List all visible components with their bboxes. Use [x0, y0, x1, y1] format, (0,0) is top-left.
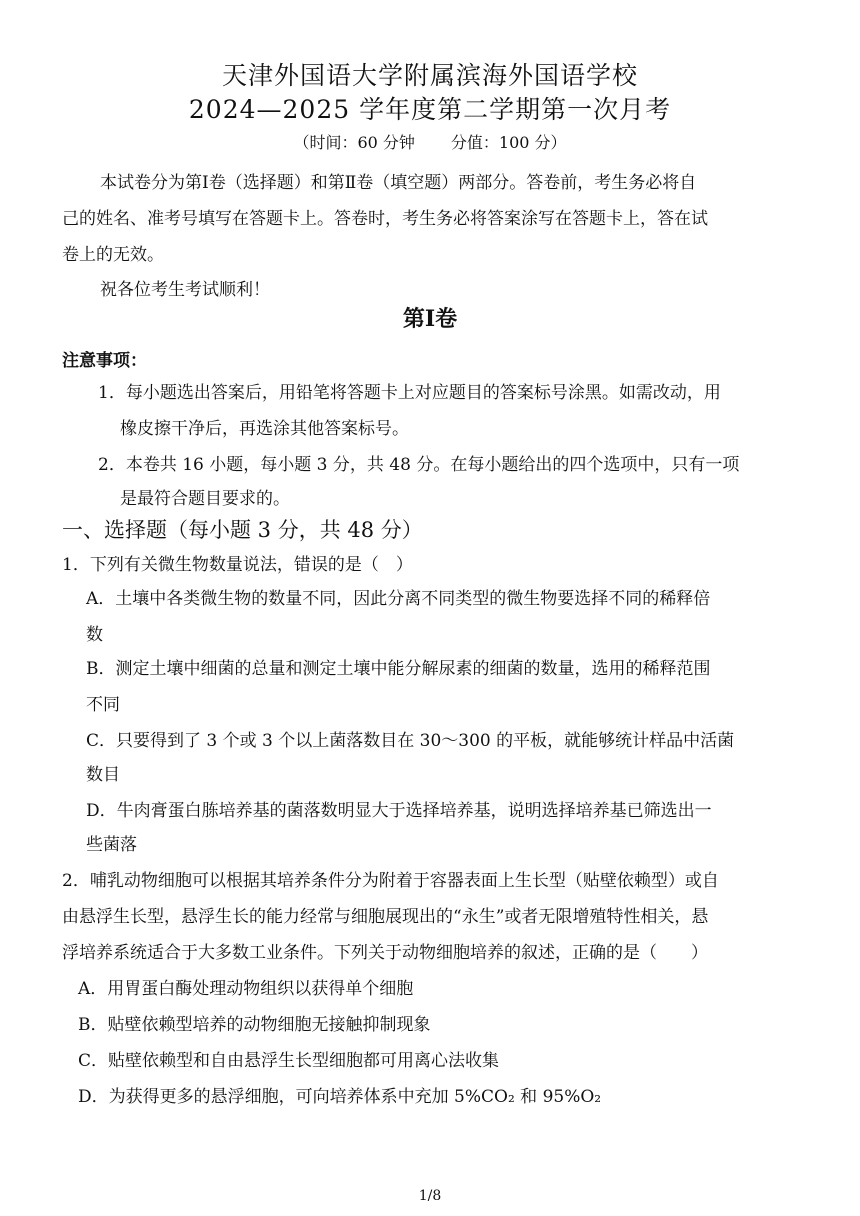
option-line: D．为获得更多的悬浮细胞，可向培养体系中充加 5%CO₂ 和 95%O₂ [78, 1087, 602, 1107]
note-line: 橡皮擦干净后，再选涂其他答案标号。 [120, 419, 409, 439]
page-number: 1/8 [418, 1188, 442, 1204]
question-stem: 浮培养系统适合于大多数工业条件。下列关于动物细胞培养的叙述，正确的是（ ） [62, 943, 708, 963]
option-line: B．贴壁依赖型培养的动物细胞无接触抑制现象 [78, 1015, 431, 1035]
exam-title: 2024—2025 学年度第二学期第一次月考 [188, 95, 672, 124]
option-line: D．牛肉膏蛋白胨培养基的菌落数明显大于选择培养基，说明选择培养基已筛选出一 [86, 801, 712, 821]
exam-score: 分值：100 分） [450, 133, 567, 152]
part-heading: 一、选择题（每小题 3 分，共 48 分） [62, 518, 423, 542]
option-line: A．用胃蛋白酶处理动物组织以获得单个细胞 [78, 979, 414, 999]
intro-line: 卷上的无效。 [62, 245, 164, 265]
note-line: 1．每小题选出答案后，用铅笔将答题卡上对应题目的答案标号涂黑。如需改动，用 [98, 383, 721, 403]
exam-time: （时间：60 分钟 [293, 133, 415, 152]
option-line: C．贴壁依赖型和自由悬浮生长型细胞都可用离心法收集 [78, 1051, 500, 1071]
section-title: 第Ⅰ卷 [402, 306, 458, 332]
exam-meta [0, 130, 860, 153]
intro-line: 己的姓名、准考号填写在答题卡上。答卷时，考生务必将答案涂写在答题卡上，答在试 [62, 209, 708, 229]
option-line: B．测定土壤中细菌的总量和测定土壤中能分解尿素的细菌的数量，选用的稀释范围 [86, 659, 711, 679]
option-line: 数 [86, 625, 103, 645]
option-line: 些菌落 [86, 835, 137, 855]
option-line: 不同 [86, 695, 120, 715]
note-line: 是最符合题目要求的。 [120, 489, 290, 509]
school-title: 天津外国语大学附属滨海外国语学校 [221, 61, 638, 90]
question-stem: 2．哺乳动物细胞可以根据其培养条件分为附着于容器表面上生长型（贴壁依赖型）或自 [62, 871, 719, 891]
question-stem: 1．下列有关微生物数量说法，错误的是（ ） [62, 555, 413, 575]
option-line: A．土壤中各类微生物的数量不同，因此分离不同类型的微生物要选择不同的稀释倍 [86, 589, 711, 609]
wish-text: 祝各位考生考试顺利！ [100, 280, 270, 300]
option-line: 数目 [86, 765, 120, 785]
intro-line: 本试卷分为第Ⅰ卷（选择题）和第Ⅱ卷（填空题）两部分。答卷前，考生务必将自 [100, 173, 697, 193]
question-stem: 由悬浮生长型，悬浮生长的能力经常与细胞展现出的“永生”或者无限增殖特性相关，悬 [62, 907, 709, 927]
notes-label: 注意事项： [62, 351, 147, 371]
note-line: 2．本卷共 16 小题，每小题 3 分，共 48 分。在每小题给出的四个选项中，只有一项 [98, 455, 740, 475]
option-line: C．只要得到了 3 个或 3 个以上菌落数目在 30～300 的平板，就能够统计样品中活菌 [86, 731, 735, 751]
